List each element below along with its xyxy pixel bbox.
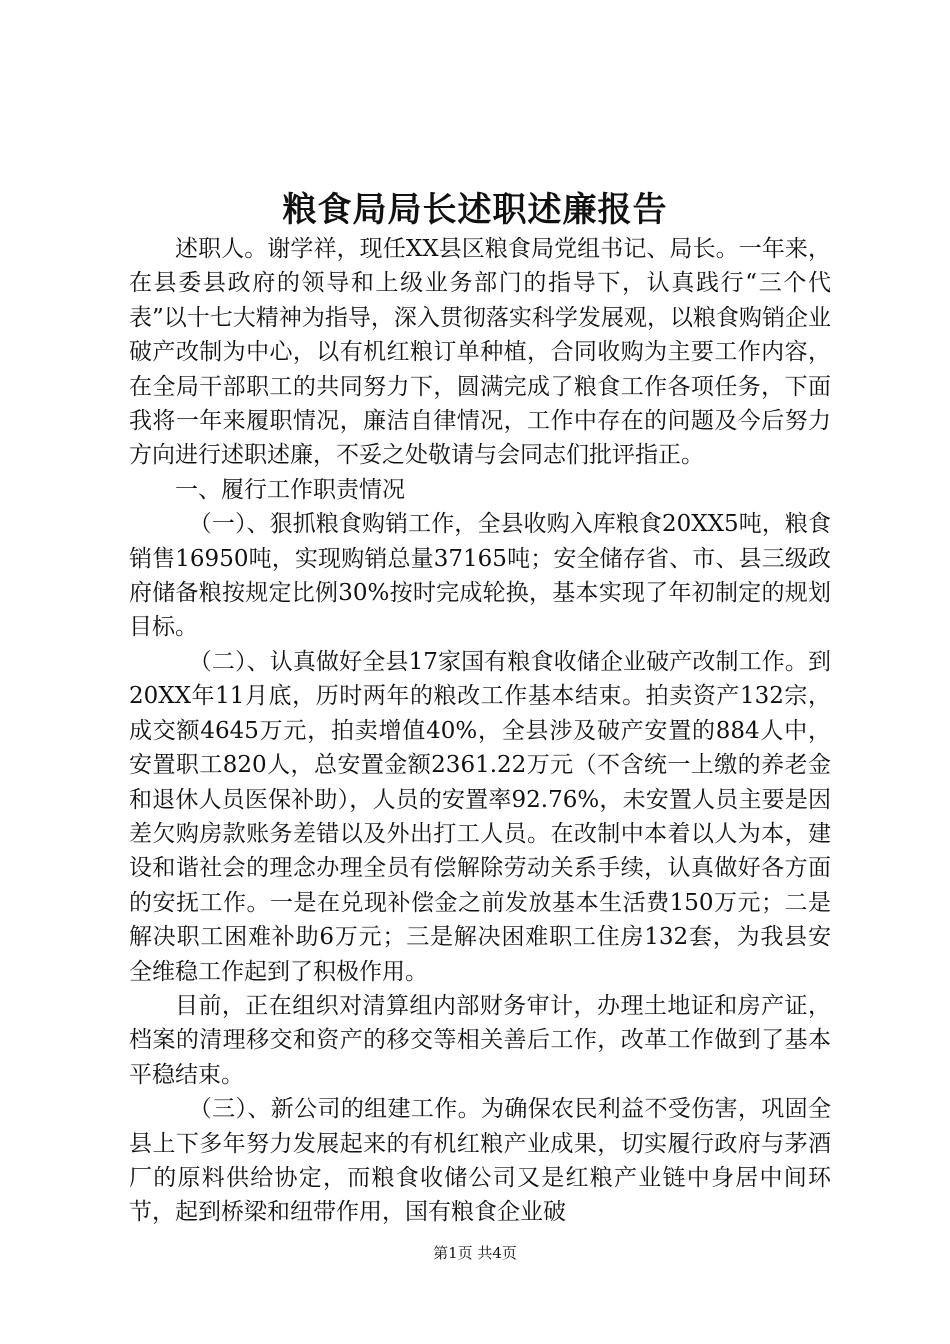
paragraph-current-status: 目前，正在组织对清算组内部财务审计，办理土地证和房产证，档案的清理移交和资产的移交等相关善后工作，改革工作做到了基本平稳结束。 <box>129 992 831 1088</box>
paragraph-item-2: （二）、认真做好全县17家国有粮食收储企业破产改制工作。到20XX年11月底，历时两年的粮改工作基本结束。拍卖资产132宗，成交额4645万元，拍卖增值40%，全县涉及破产安置的884人中，安置职工820人，总安置金额2361.22万元（不含统一上缴的养老金和退休人员医保补助），人员的安置率92.76%，未安置人员主要是因差欠购房款账务差错以及外出打工人员。在改制中本着以人为本，建设和谐社会的理念办理全员有偿解除劳动关系手续，认真做好各方面的安抚工作。一是在兑现补偿金之前发放基本生活费150万元；二是解决职工困难补助6万元；三是解决困难职工住房132套，为我县安全维稳工作起到了积极作用。 <box>129 648 831 985</box>
document-title: 粮食局局长述职述廉报告 <box>282 190 668 230</box>
paragraph-item-3: （三）、新公司的组建工作。为确保农民利益不受伤害，巩固全县上下多年努力发展起来的有机红粮产业成果，切实履行政府与茅酒厂的原料供给协定，而粮食收储公司又是红粮产业链中身居中间环节，起到桥梁和纽带作用，国有粮食企业破 <box>129 1096 831 1226</box>
page-footer: 第1页 共4页 <box>433 1244 517 1262</box>
paragraph-intro: 述职人。谢学祥，现任XX县区粮食局党组书记、局长。一年来，在县委县政府的领导和上级业务部门的指导下，认真践行“三个代表”以十七大精神为指导，深入贯彻落实科学发展观，以粮食购销企业破产改制为中心，以有机红粮订单种植，合同收购为主要工作内容，在全局干部职工的共同努力下，圆满完成了粮食工作各项任务，下面我将一年来履职情况，廉洁自律情况，工作中存在的问题及今后努力方向进行述职述廉，不妥之处敬请与会同志们批评指正。 <box>129 236 831 469</box>
paragraph-item-1: （一）、狠抓粮食购销工作，全县收购入库粮食20XX5吨，粮食销售16950吨，实现购销总量37165吨；安全储存省、市、县三级政府储备粮按规定比例30%按时完成轮换，基本实现了年初制定的规划目标。 <box>129 511 831 641</box>
section-heading: 一、履行工作职责情况 <box>175 476 405 503</box>
document-body <box>129 232 831 1230</box>
